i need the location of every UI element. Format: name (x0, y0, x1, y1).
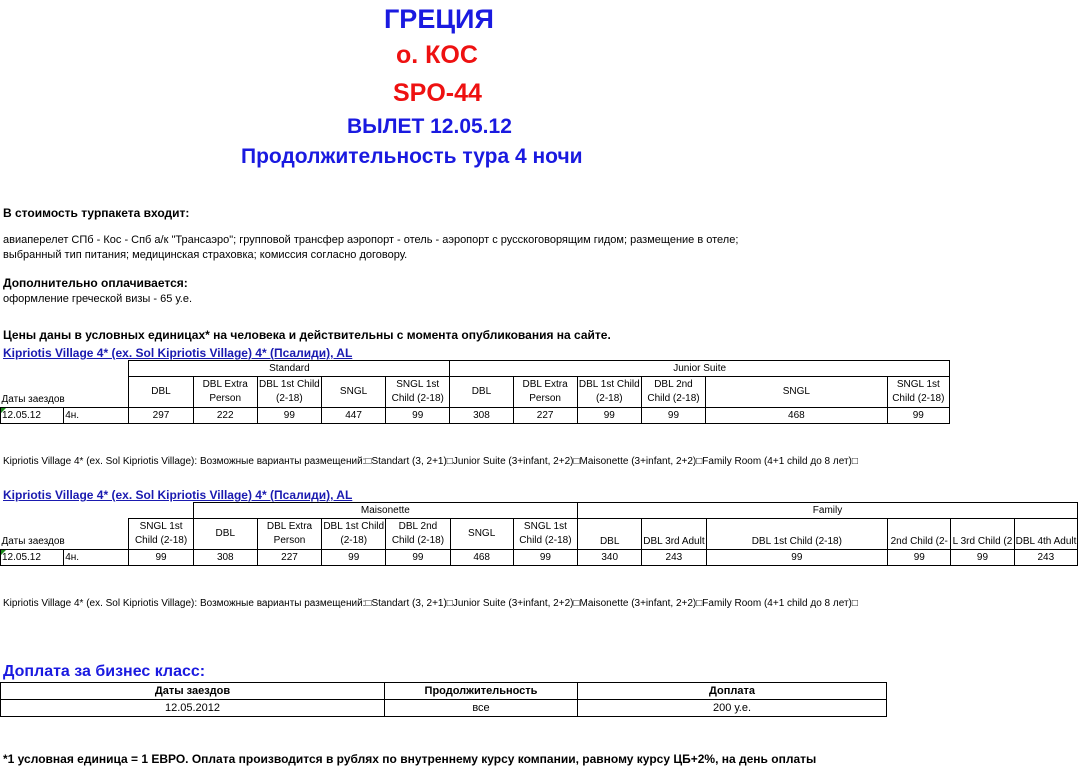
price-cell: 243 (1014, 550, 1077, 566)
accommodation-note-1: Kipriotis Village 4* (ex. Sol Kipriotis Village): Возможные варианты размещений:□Standart (3, 2+1)□Junior Suite (3+infant, 2+2)□Maisonette (3+infant, 2+2)□Family Room (4+1 child до 8 лет)□ (3, 456, 858, 467)
column-header: DBL 1st Child (2-18) (706, 519, 888, 550)
duration-title: Продолжительность тура 4 ночи (241, 145, 583, 168)
column-header: SNGL 1st Child (2-18) (129, 519, 193, 550)
includes-line-2: выбранный тип питания; медицинская страховка; комиссия согласно договору. (3, 249, 408, 261)
price-cell: 99 (887, 408, 949, 424)
group-junior-suite: Junior Suite (450, 361, 950, 377)
business-header-duration: Продолжительность (385, 683, 578, 700)
column-header: DBL Extra Person (257, 519, 321, 550)
column-header: DBL 2nd Child (2-18) (386, 519, 450, 550)
departure-title: ВЫЛЕТ 12.05.12 (347, 115, 512, 138)
accommodation-note-2: Kipriotis Village 4* (ex. Sol Kipriotis Village): Возможные варианты размещений:□Standart (3, 2+1)□Junior Suite (3+infant, 2+2)□Maisonette (3+infant, 2+2)□Family Room (4+1 child до 8 лет)□ (3, 598, 858, 609)
arrival-date: 12.05.12 (1, 550, 64, 566)
price-cell: 447 (321, 408, 385, 424)
business-duration: все (385, 700, 578, 717)
hotel-2-link[interactable]: Kipriotis Village 4* (ex. Sol Kipriotis Village) 4* (Псалиди), AL (3, 488, 353, 502)
price-cell: 99 (513, 550, 577, 566)
price-cell: 297 (129, 408, 193, 424)
dates-label: Даты заездов (1, 394, 65, 405)
nights: 4н. (64, 550, 129, 566)
includes-title: В стоимость турпакета входит: (3, 206, 190, 220)
column-header: SNGL 1st Child (2-18) (386, 377, 450, 408)
column-header: DBL 2nd Child (2-18) (641, 377, 705, 408)
business-title: Доплата за бизнес класс: (3, 663, 206, 680)
column-header: DBL 4th Adult (1014, 519, 1077, 550)
business-date: 12.05.2012 (1, 700, 385, 717)
island-title: о. КОС (396, 41, 478, 69)
column-header: DBL Extra Person (513, 377, 577, 408)
nights: 4н. (64, 408, 129, 424)
price-cell: 99 (951, 550, 1014, 566)
price-cell: 99 (641, 408, 705, 424)
price-cell: 99 (129, 550, 193, 566)
extra-title: Дополнительно оплачивается: (3, 276, 188, 290)
price-cell: 99 (257, 408, 321, 424)
column-header: DBL (578, 519, 642, 550)
business-table (0, 682, 887, 717)
column-header: DBL 3rd Adult (642, 519, 706, 550)
dates-label: Даты заездов (1, 536, 65, 547)
price-cell: 308 (450, 408, 513, 424)
business-header-dates: Даты заездов (1, 683, 385, 700)
price-cell: 99 (386, 550, 450, 566)
column-header: SNGL 1st Child (2-18) (513, 519, 577, 550)
price-cell: 99 (888, 550, 951, 566)
column-header: DBL 1st Child (2-18) (577, 377, 641, 408)
hotel-2-price-table (0, 502, 1078, 566)
business-header-surcharge: Доплата (578, 683, 887, 700)
group-maisonette: Maisonette (193, 503, 577, 519)
footnote: *1 условная единица = 1 ЕВРО. Оплата производится в рублях по внутреннему курсу компании, равному курсу ЦБ+2%, на день оплаты (3, 752, 817, 766)
column-header: DBL (450, 377, 513, 408)
column-header: 2nd Child (2- (888, 519, 951, 550)
spo-title: SPO-44 (393, 79, 482, 107)
country-title: ГРЕЦИЯ (384, 4, 494, 34)
column-header: DBL 1st Child (2-18) (257, 377, 321, 408)
hotel-1-link[interactable]: Kipriotis Village 4* (ex. Sol Kipriotis Village) 4* (Псалиди), AL (3, 346, 353, 360)
price-cell: 99 (386, 408, 450, 424)
column-header: SNGL (321, 377, 385, 408)
hotel-1-price-table (0, 360, 950, 424)
column-header: SNGL (450, 519, 513, 550)
includes-line-1: авиаперелет СПб - Кос - Спб а/к "Трансаэро"; групповой трансфер аэропорт - отель - аэропорт с русскоговорящим гидом; размещение в отеле; (3, 234, 739, 246)
arrival-date: 12.05.12 (1, 408, 64, 424)
column-header: SNGL 1st Child (2-18) (887, 377, 949, 408)
business-surcharge: 200 у.е. (578, 700, 887, 717)
column-header: DBL (193, 519, 257, 550)
price-cell: 468 (450, 550, 513, 566)
price-cell: 308 (193, 550, 257, 566)
column-header: DBL Extra Person (193, 377, 257, 408)
column-header: L 3rd Child (2 (951, 519, 1014, 550)
price-cell: 227 (257, 550, 321, 566)
price-cell: 99 (706, 550, 888, 566)
price-cell: 243 (642, 550, 706, 566)
price-cell: 340 (578, 550, 642, 566)
price-cell: 99 (322, 550, 386, 566)
group-family: Family (578, 503, 1078, 519)
price-cell: 222 (193, 408, 257, 424)
price-cell: 227 (513, 408, 577, 424)
group-standard: Standard (129, 361, 450, 377)
column-header: SNGL (706, 377, 888, 408)
column-header: DBL 1st Child (2-18) (322, 519, 386, 550)
price-cell: 99 (577, 408, 641, 424)
extra-line: оформление греческой визы - 65 у.е. (3, 293, 193, 305)
column-header: DBL (129, 377, 193, 408)
price-cell: 468 (706, 408, 888, 424)
prices-note: Цены даны в условных единицах* на человека и действительны с момента опубликования на сайте. (3, 328, 611, 342)
